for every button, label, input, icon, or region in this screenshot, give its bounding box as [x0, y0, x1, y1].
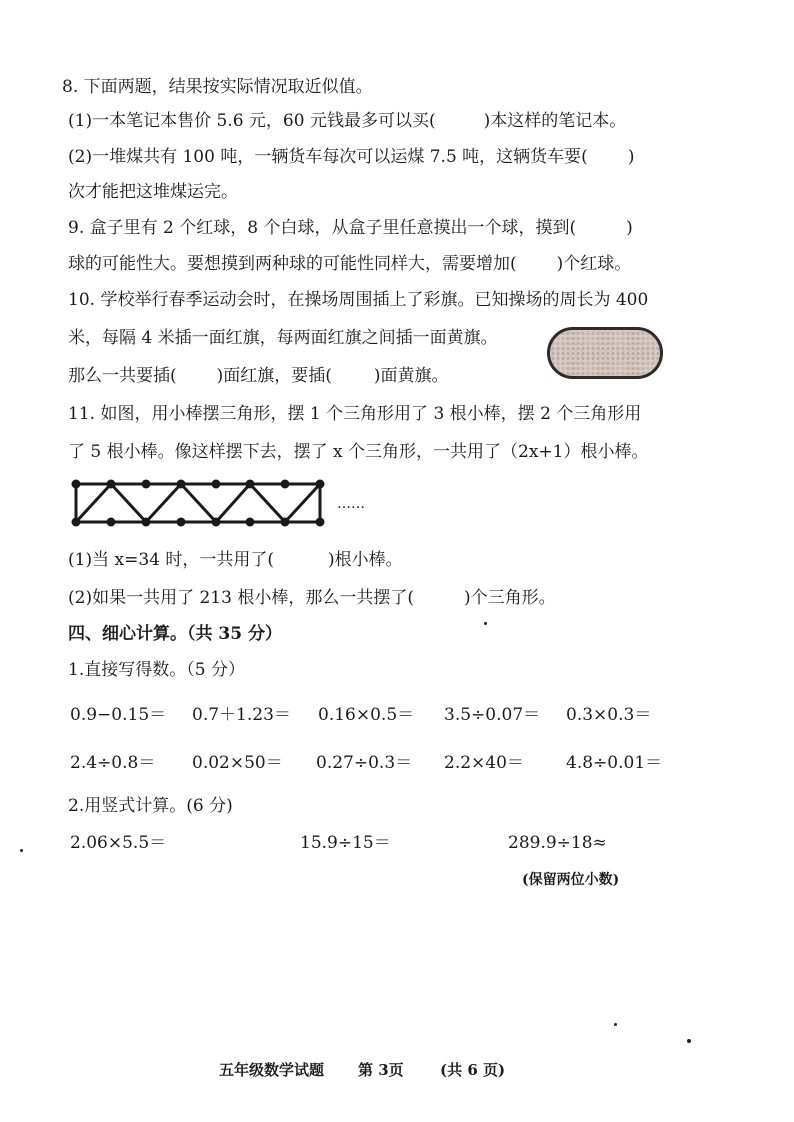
q11-line2: 了 5 根小棒。像这样摆下去，摆了 x 个三角形，一共用了（2x+1）根小棒。	[68, 442, 649, 462]
calc-row2-item: 2.2×40＝	[444, 753, 524, 773]
calc-row1-item: 0.9−0.15＝	[70, 705, 167, 725]
q9-line1-text-a: 9. 盒子里有 2 个红球，8 个白球，从盒子里任意摸出一个球，摸到(	[68, 218, 577, 238]
q11-line1: 11. 如图，用小棒摆三角形，摆 1 个三角形用了 3 根小棒，摆 2 个三角形用	[68, 404, 642, 424]
triangle-sticks-figure	[70, 478, 332, 530]
q9-line2-text-b: )个红球。	[556, 254, 632, 274]
q11-part2-text-b: )个三角形。	[463, 588, 556, 608]
q10-line3-text-c: )面黄旗。	[373, 366, 449, 386]
q9-line2	[68, 252, 631, 276]
playground-track-image	[547, 327, 663, 379]
q11-part2-text-a: (2)如果一共用了 213 根小棒，那么一共摆了(	[68, 588, 414, 608]
calc-row2-item: 2.4÷0.8＝	[70, 753, 156, 773]
q11-part1-text-b: )根小棒。	[327, 550, 403, 570]
q8-title: 8. 下面两题，结果按实际情况取近似值。	[62, 77, 373, 97]
vertical-calc-item: 289.9÷18≈	[508, 833, 607, 853]
q9-line1	[68, 216, 633, 240]
q11-part2	[68, 586, 556, 610]
calc-row2-item: 0.27÷0.3＝	[316, 753, 413, 773]
section4-sub2: 2.用竖式计算。(6 分)	[68, 796, 233, 816]
q8-part1-text-a: (1)一本笔记本售价 5.6 元，60 元钱最多可以买(	[68, 111, 436, 131]
q8-part2-cont: 次才能把这堆煤运完。	[68, 182, 238, 202]
calc-row2-item: 0.02×50＝	[192, 753, 283, 773]
q8-part2	[68, 145, 634, 169]
figure-ellipsis: ……	[337, 496, 365, 512]
q10-line3-text-a: 那么一共要插(	[68, 366, 177, 386]
scan-speck	[687, 1039, 691, 1043]
q8-part2-text-b: )	[627, 147, 635, 167]
scan-speck	[614, 1023, 617, 1026]
q10-line3	[68, 364, 449, 388]
calc-row1-item: 3.5÷0.07＝	[444, 705, 541, 725]
q10-line3-text-b: )面红旗，要插(	[216, 366, 332, 386]
calc-row1-item: 0.3×0.3＝	[566, 705, 652, 725]
footer-total-pages: (共 6 页)	[440, 1061, 506, 1079]
q8-part2-text-a: (2)一堆煤共有 100 吨，一辆货车每次可以运煤 7.5 吨，这辆货车要(	[68, 147, 588, 167]
q9-line2-text-a: 球的可能性大。要想摸到两种球的可能性同样大，需要增加(	[68, 254, 517, 274]
q10-line1: 10. 学校举行春季运动会时，在操场周围插上了彩旗。已知操场的周长为 400	[68, 290, 649, 310]
rounding-note: (保留两位小数)	[522, 872, 620, 888]
calc-row1-item: 0.7＋1.23＝	[192, 705, 291, 725]
calc-row1-item: 0.16×0.5＝	[318, 705, 415, 725]
q11-part1	[68, 548, 403, 572]
q8-part1-text-b: )本这样的笔记本。	[483, 111, 627, 131]
q10-line2: 米，每隔 4 米插一面红旗，每两面红旗之间插一面黄旗。	[68, 328, 498, 348]
scan-speck	[484, 622, 487, 625]
vertical-calc-item: 2.06×5.5＝	[70, 833, 167, 853]
footer-page-number: 第 3页	[358, 1061, 404, 1079]
vertical-calc-item: 15.9÷15＝	[300, 833, 391, 853]
section4-sub1: 1.直接写得数。（5 分）	[68, 660, 245, 680]
footer-subject: 五年级数学试题	[219, 1061, 325, 1079]
calc-row2-item: 4.8÷0.01＝	[566, 753, 663, 773]
q11-part1-text-a: (1)当 x=34 时，一共用了(	[68, 550, 274, 570]
q8-part1	[68, 109, 626, 133]
q9-line1-text-b: )	[626, 218, 633, 238]
scan-speck	[20, 849, 23, 852]
section4-title: 四、细心计算。（共 35 分）	[68, 624, 282, 644]
